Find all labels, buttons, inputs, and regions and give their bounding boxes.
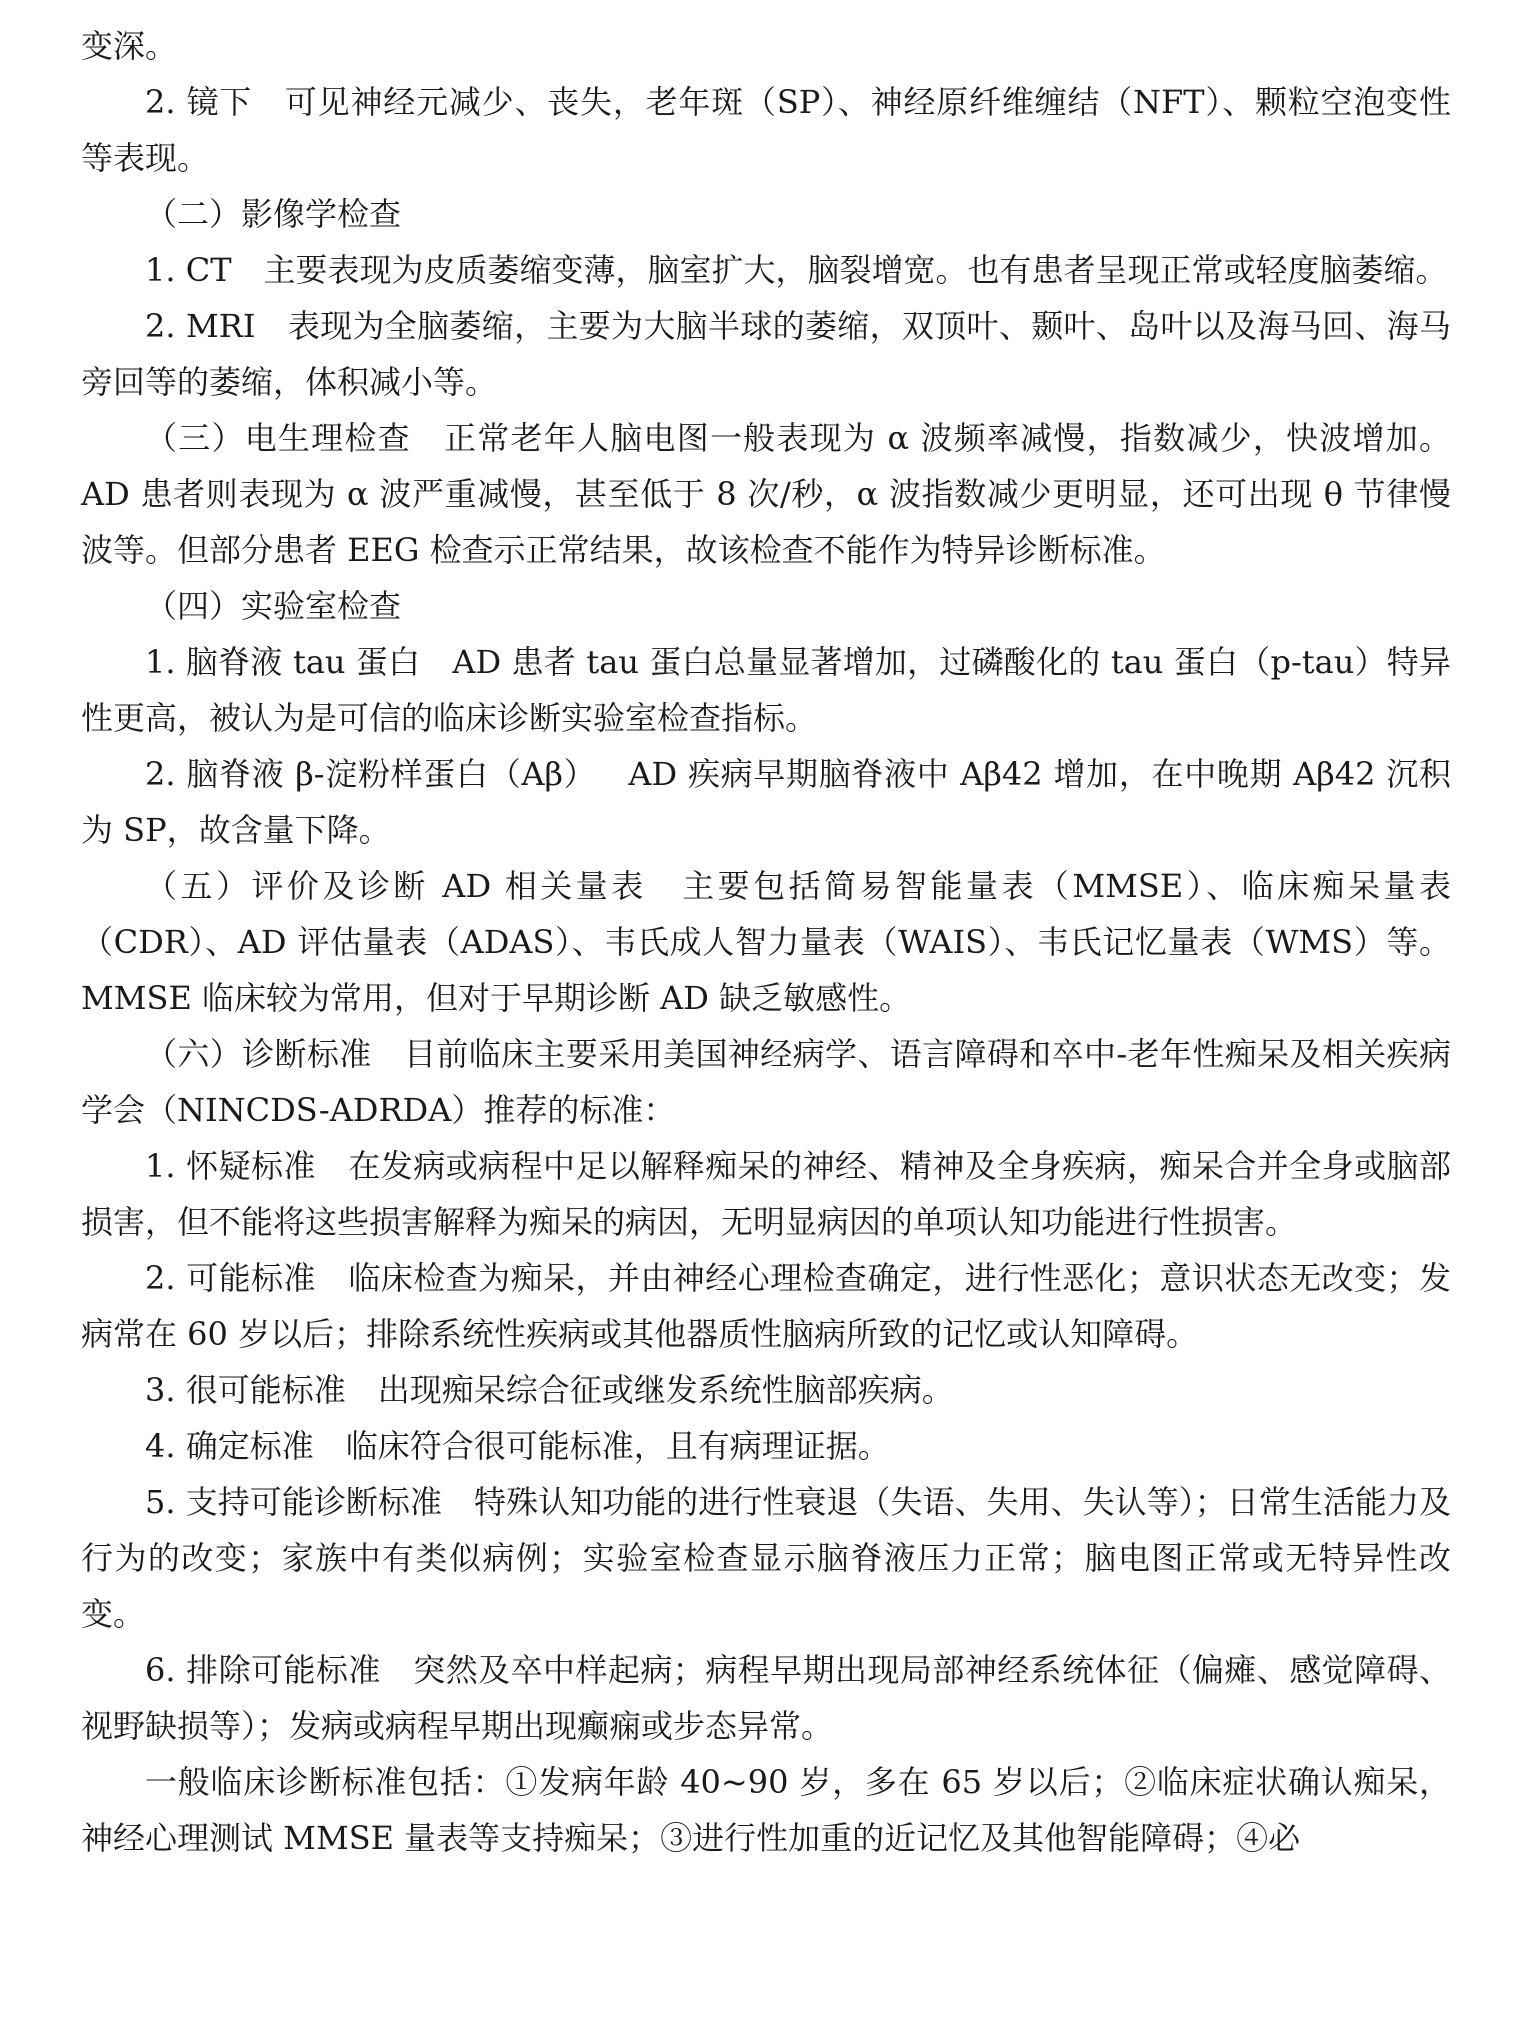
paragraph-text: 表现为全脑萎缩，主要为大脑半球的萎缩，双顶叶、颞叶、岛叶以及海马回、海马旁回等的萎缩，体积减小等。 <box>81 307 1451 401</box>
paragraph-heading: 5. 支持可能诊断标准 <box>145 1483 442 1521</box>
paragraph-heading: 2. 脑脊液 β-淀粉样蛋白（Aβ） <box>145 755 597 793</box>
paragraph-microscopy <box>81 74 1451 186</box>
section-heading-text: （二）影像学检查 <box>145 195 402 233</box>
paragraph-heading: 6. 排除可能标准 <box>145 1651 381 1689</box>
document-page <box>81 18 1451 1866</box>
paragraph-amyloid <box>81 746 1451 858</box>
paragraph-heading: 1. 脑脊液 tau 蛋白 <box>145 643 421 681</box>
paragraph-tau-protein <box>81 634 1451 746</box>
paragraph-text: 临床检查为痴呆，并由神经心理检查确定，进行性恶化；意识状态无改变；发病常在 60 岁以后；排除系统性疾病或其他器质性脑病所致的记忆或认知障碍。 <box>81 1259 1451 1353</box>
paragraph-text: AD 患者 tau 蛋白总量显著增加，过磷酸化的 tau 蛋白（p-tau）特异性更高，被认为是可信的临床诊断实验室检查指标。 <box>81 643 1451 737</box>
paragraph-mri <box>81 298 1451 410</box>
paragraph-heading: 4. 确定标准 <box>145 1427 314 1465</box>
paragraph-text: 在发病或病程中足以解释痴呆的神经、精神及全身疾病，痴呆合并全身或脑部损害，但不能将这些损害解释为痴呆的病因，无明显病因的单项认知功能进行性损害。 <box>81 1147 1451 1241</box>
paragraph-possible-criteria <box>81 1250 1451 1362</box>
paragraph-suspected-criteria <box>81 1138 1451 1250</box>
paragraph-probable-criteria <box>81 1362 1451 1418</box>
paragraph-continued <box>81 18 1451 74</box>
paragraph-heading: 1. 怀疑标准 <box>145 1147 316 1185</box>
paragraph-definite-criteria <box>81 1418 1451 1474</box>
paragraph-text: 一般临床诊断标准包括：①发病年龄 40~90 岁，多在 65 岁以后；②临床症状确认痴呆，神经心理测试 MMSE 量表等支持痴呆；③进行性加重的近记忆及其他智能障碍；④必 <box>81 1763 1451 1857</box>
paragraph-text: 目前临床主要采用美国神经病学、语言障碍和卒中-老年性痴呆及相关疾病学会（NINCDS-ADRDA）推荐的标准： <box>81 1035 1451 1129</box>
paragraph-heading: 2. 镜下 <box>145 83 253 121</box>
paragraph-heading: （六）诊断标准 <box>145 1035 372 1073</box>
paragraph-diagnostic-criteria <box>81 1026 1451 1138</box>
paragraph-text: AD 疾病早期脑脊液中 Aβ42 增加，在中晚期 Aβ42 沉积为 SP，故含量下降。 <box>81 755 1451 849</box>
paragraph-text: 突然及卒中样起病；病程早期出现局部神经系统体征（偏瘫、感觉障碍、视野缺损等）；发病或病程早期出现癫痫或步态异常。 <box>81 1651 1451 1745</box>
paragraph-ct <box>81 242 1451 298</box>
section-heading-laboratory <box>81 578 1451 634</box>
paragraph-supporting-criteria <box>81 1474 1451 1642</box>
paragraph-text: 可见神经元减少、丧失，老年斑（SP）、神经原纤维缠结（NFT）、颗粒空泡变性等表现。 <box>81 83 1451 177</box>
paragraph-text: 出现痴呆综合征或继发系统性脑部疾病。 <box>377 1371 954 1409</box>
paragraph-heading: （三）电生理检查 <box>145 419 411 457</box>
paragraph-text: 变深。 <box>81 27 178 65</box>
section-heading-text: （四）实验室检查 <box>145 587 402 625</box>
paragraph-electrophysiology <box>81 410 1451 578</box>
paragraph-text: 主要表现为皮质萎缩变薄，脑室扩大，脑裂增宽。也有患者呈现正常或轻度脑萎缩。 <box>263 251 1448 289</box>
paragraph-scales <box>81 858 1451 1026</box>
paragraph-heading: 2. 可能标准 <box>145 1259 316 1297</box>
paragraph-heading: 2. MRI <box>145 307 256 345</box>
paragraph-text: 特殊认知功能的进行性衰退（失语、失用、失认等）；日常生活能力及行为的改变；家族中有类似病例；实验室检查显示脑脊液压力正常；脑电图正常或无特异性改变。 <box>81 1483 1451 1633</box>
paragraph-text: 主要包括简易智能量表（MMSE）、临床痴呆量表（CDR）、AD 评估量表（ADAS）、韦氏成人智力量表（WAIS）、韦氏记忆量表（WMS）等。MMSE 临床较为常用，但对于早期诊断 AD 缺乏敏感性。 <box>81 867 1451 1017</box>
paragraph-exclusion-criteria <box>81 1642 1451 1754</box>
paragraph-heading: 1. CT <box>145 251 232 289</box>
paragraph-text: 正常老年人脑电图一般表现为 α 波频率减慢，指数减少，快波增加。AD 患者则表现为 α 波严重减慢，甚至低于 8 次/秒，α 波指数减少更明显，还可出现 θ 节律慢波等。但部分患者 EEG 检查示正常结果，故该检查不能作为特异诊断标准。 <box>81 419 1451 569</box>
paragraph-heading: （五）评价及诊断 AD 相关量表 <box>145 867 647 905</box>
section-heading-imaging <box>81 186 1451 242</box>
paragraph-text: 临床符合很可能标准，且有病理证据。 <box>345 1427 890 1465</box>
paragraph-general-criteria <box>81 1754 1451 1866</box>
paragraph-heading: 3. 很可能标准 <box>145 1371 346 1409</box>
